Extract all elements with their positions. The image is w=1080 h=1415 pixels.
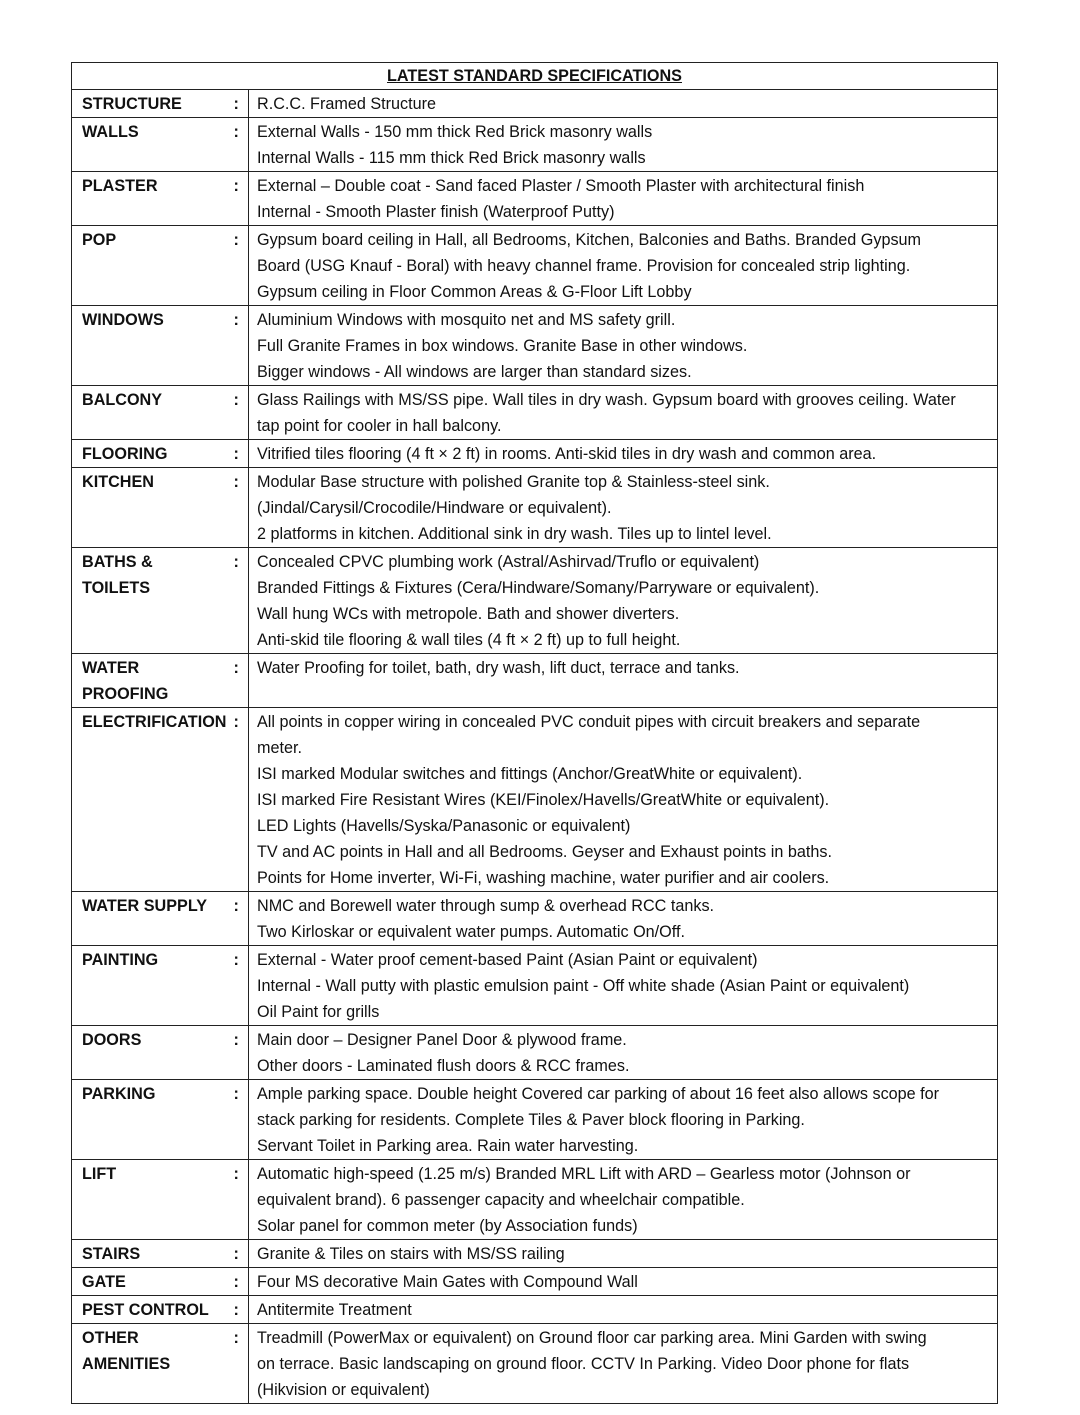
spec-value-line: Ample parking space. Double height Covered car parking of about 16 feet also allows scope for [257, 1085, 940, 1103]
colon-separator: : [225, 1160, 249, 1240]
colon-separator: : [225, 708, 249, 892]
spec-value-line: Wall hung WCs with metropole. Bath and shower diverters. [257, 605, 680, 623]
spec-value-line: Automatic high-speed (1.25 m/s) Branded MRL Lift with ARD – Gearless motor (Johnson or [257, 1165, 911, 1183]
spec-label [72, 386, 225, 440]
spec-label-line: POP [82, 231, 117, 249]
spec-value-line: Servant Toilet in Parking area. Rain water harvesting. [257, 1137, 639, 1155]
spec-label [72, 548, 225, 654]
colon-separator: : [225, 548, 249, 654]
colon-separator: : [225, 468, 249, 548]
spec-value-line: Board (USG Knauf - Boral) with heavy channel frame. Provision for concealed strip lighting. [257, 257, 911, 275]
table-row [72, 1026, 998, 1080]
spec-label-line: PAINTING [82, 951, 159, 969]
spec-value [249, 306, 998, 386]
spec-value-line: Glass Railings with MS/SS pipe. Wall tiles in dry wash. Gypsum board with grooves ceiling. Water [257, 391, 956, 409]
table-row [72, 468, 998, 548]
spec-value-line: Treadmill (PowerMax or equivalent) on Ground floor car parking area. Mini Garden with swing [257, 1329, 927, 1347]
spec-value-line: Main door – Designer Panel Door & plywood frame. [257, 1031, 627, 1049]
colon-separator: : [225, 440, 249, 468]
table-row [72, 654, 998, 708]
spec-label-line: DOORS [82, 1031, 142, 1049]
spec-value-line: ISI marked Modular switches and fittings (Anchor/GreatWhite or equivalent). [257, 765, 803, 783]
spec-label [72, 708, 225, 892]
spec-value-line: Gypsum board ceiling in Hall, all Bedrooms, Kitchen, Balconies and Baths. Branded Gypsum [257, 231, 922, 249]
spec-label-line: WALLS [82, 123, 139, 141]
spec-label-line: BALCONY [82, 391, 163, 409]
spec-value [249, 386, 998, 440]
table-row [72, 946, 998, 1026]
spec-value-line: Branded Fittings & Fixtures (Cera/Hindware/Somany/Parryware or equivalent). [257, 579, 820, 597]
colon-separator: : [225, 1240, 249, 1268]
spec-label-line: PEST CONTROL [82, 1301, 209, 1319]
spec-value [249, 946, 998, 1026]
spec-label-line: ELECTRIFICATION [82, 713, 227, 731]
spec-label-line: GATE [82, 1273, 126, 1291]
spec-value-line: meter. [257, 739, 302, 757]
spec-label [72, 1268, 225, 1296]
table-row [72, 548, 998, 654]
colon-separator: : [225, 1268, 249, 1296]
spec-value-line: Anti-skid tile flooring & wall tiles (4 ft × 2 ft) up to full height. [257, 631, 681, 649]
spec-label [72, 1160, 225, 1240]
table-row [72, 172, 998, 226]
spec-value-line: (Jindal/Carysil/Crocodile/Hindware or equivalent). [257, 499, 612, 517]
spec-value-line: Oil Paint for grills [257, 1003, 380, 1021]
spec-value [249, 1160, 998, 1240]
spec-value-line: Internal Walls - 115 mm thick Red Brick masonry walls [257, 149, 646, 167]
spec-label [72, 946, 225, 1026]
spec-label [72, 1324, 225, 1404]
spec-value-line: Modular Base structure with polished Granite top & Stainless-steel sink. [257, 473, 770, 491]
spec-label [72, 226, 225, 306]
spec-label [72, 1080, 225, 1160]
spec-value-line: External – Double coat - Sand faced Plaster / Smooth Plaster with architectural finish [257, 177, 865, 195]
colon-separator: : [225, 946, 249, 1026]
table-row [72, 90, 998, 118]
colon-separator: : [225, 1026, 249, 1080]
spec-label-line: BATHS & [82, 553, 153, 571]
spec-value [249, 90, 998, 118]
spec-value-line: equivalent brand). 6 passenger capacity and wheelchair compatible. [257, 1191, 745, 1209]
specifications-table [71, 62, 998, 1404]
spec-value-line: Vitrified tiles flooring (4 ft × 2 ft) in rooms. Anti-skid tiles in dry wash and common area. [257, 445, 877, 463]
spec-value [249, 440, 998, 468]
colon-separator: : [225, 226, 249, 306]
spec-value-line: Four MS decorative Main Gates with Compound Wall [257, 1273, 638, 1291]
spec-label [72, 654, 225, 708]
spec-value-line: External Walls - 150 mm thick Red Brick masonry walls [257, 123, 653, 141]
colon-separator: : [225, 654, 249, 708]
spec-value [249, 468, 998, 548]
colon-separator: : [225, 118, 249, 172]
spec-value [249, 1026, 998, 1080]
table-row [72, 440, 998, 468]
table-row [72, 386, 998, 440]
spec-value-line: 2 platforms in kitchen. Additional sink in dry wash. Tiles up to lintel level. [257, 525, 772, 543]
spec-value-line: R.C.C. Framed Structure [257, 95, 437, 113]
spec-label-line: FLOORING [82, 445, 168, 463]
spec-label [72, 1026, 225, 1080]
table-row [72, 226, 998, 306]
spec-value-line: Internal - Wall putty with plastic emulsion paint - Off white shade (Asian Paint or equivalent) [257, 977, 910, 995]
table-row [72, 1296, 998, 1324]
table-row [72, 1324, 998, 1404]
spec-value-line: Points for Home inverter, Wi-Fi, washing machine, water purifier and air coolers. [257, 869, 830, 887]
spec-value [249, 1296, 998, 1324]
spec-value-line: (Hikvision or equivalent) [257, 1381, 430, 1399]
spec-label-line: WATER [82, 659, 140, 677]
spec-value-line: stack parking for residents. Complete Tiles & Paver block flooring in Parking. [257, 1111, 805, 1129]
spec-value [249, 1268, 998, 1296]
spec-value [249, 708, 998, 892]
spec-value-line: Full Granite Frames in box windows. Granite Base in other windows. [257, 337, 748, 355]
spec-value [249, 1080, 998, 1160]
spec-label [72, 892, 225, 946]
spec-label-line: TOILETS [82, 579, 151, 597]
colon-separator: : [225, 1296, 249, 1324]
spec-label-line: STAIRS [82, 1245, 141, 1263]
spec-label-line: WATER SUPPLY [82, 897, 208, 915]
title-row [72, 63, 998, 90]
colon-separator: : [225, 1324, 249, 1404]
spec-value-line: All points in copper wiring in concealed PVC conduit pipes with circuit breakers and separate [257, 713, 921, 731]
spec-value-line: Water Proofing for toilet, bath, dry wash, lift duct, terrace and tanks. [257, 659, 740, 677]
colon-separator: : [225, 172, 249, 226]
spec-value-line: tap point for cooler in hall balcony. [257, 417, 502, 435]
spec-value-line: Other doors - Laminated flush doors & RCC frames. [257, 1057, 630, 1075]
table-row [72, 708, 998, 892]
spec-value-line: TV and AC points in Hall and all Bedrooms. Geyser and Exhaust points in baths. [257, 843, 832, 861]
spec-value [249, 654, 998, 708]
specifications-body [72, 63, 998, 1404]
spec-label-line: STRUCTURE [82, 95, 182, 113]
spec-value-line: External - Water proof cement-based Paint (Asian Paint or equivalent) [257, 951, 758, 969]
spec-value [249, 226, 998, 306]
spec-label [72, 440, 225, 468]
spec-label [72, 306, 225, 386]
spec-value-line: Antitermite Treatment [257, 1301, 412, 1319]
table-row [72, 118, 998, 172]
colon-separator: : [225, 1080, 249, 1160]
spec-label [72, 118, 225, 172]
table-title: LATEST STANDARD SPECIFICATIONS [72, 63, 998, 90]
spec-value [249, 1324, 998, 1404]
spec-label-line: PLASTER [82, 177, 158, 195]
spec-value-line: Solar panel for common meter (by Association funds) [257, 1217, 638, 1235]
spec-value-line: LED Lights (Havells/Syska/Panasonic or equivalent) [257, 817, 631, 835]
spec-value [249, 1240, 998, 1268]
spec-label-line: LIFT [82, 1165, 117, 1183]
spec-label-line: PARKING [82, 1085, 156, 1103]
spec-value-line: on terrace. Basic landscaping on ground floor. CCTV In Parking. Video Door phone for flats [257, 1355, 910, 1373]
spec-value [249, 548, 998, 654]
spec-label-line: KITCHEN [82, 473, 154, 491]
spec-label-line: PROOFING [82, 685, 169, 703]
spec-label-line: AMENITIES [82, 1355, 171, 1373]
spec-value-line: Aluminium Windows with mosquito net and MS safety grill. [257, 311, 676, 329]
spec-label-line: OTHER [82, 1329, 139, 1347]
spec-value-line: Two Kirloskar or equivalent water pumps. Automatic On/Off. [257, 923, 685, 941]
spec-value-line: Granite & Tiles on stairs with MS/SS railing [257, 1245, 565, 1263]
spec-value-line: Concealed CPVC plumbing work (Astral/Ashirvad/Truflo or equivalent) [257, 553, 760, 571]
spec-label [72, 468, 225, 548]
spec-value [249, 118, 998, 172]
table-row [72, 1080, 998, 1160]
colon-separator: : [225, 90, 249, 118]
spec-value-line: ISI marked Fire Resistant Wires (KEI/Finolex/Havells/GreatWhite or equivalent). [257, 791, 830, 809]
table-row [72, 1268, 998, 1296]
table-row [72, 892, 998, 946]
colon-separator: : [225, 386, 249, 440]
spec-value-line: NMC and Borewell water through sump & overhead RCC tanks. [257, 897, 715, 915]
spec-label [72, 1296, 225, 1324]
spec-value-line: Gypsum ceiling in Floor Common Areas & G-Floor Lift Lobby [257, 283, 692, 301]
spec-label [72, 1240, 225, 1268]
colon-separator: : [225, 892, 249, 946]
spec-value [249, 892, 998, 946]
table-row [72, 306, 998, 386]
colon-separator: : [225, 306, 249, 386]
spec-label [72, 172, 225, 226]
spec-value [249, 172, 998, 226]
table-row [72, 1240, 998, 1268]
spec-label [72, 90, 225, 118]
spec-label-line: WINDOWS [82, 311, 164, 329]
spec-value-line: Bigger windows - All windows are larger than standard sizes. [257, 363, 692, 381]
table-row [72, 1160, 998, 1240]
spec-value-line: Internal - Smooth Plaster finish (Waterproof Putty) [257, 203, 615, 221]
